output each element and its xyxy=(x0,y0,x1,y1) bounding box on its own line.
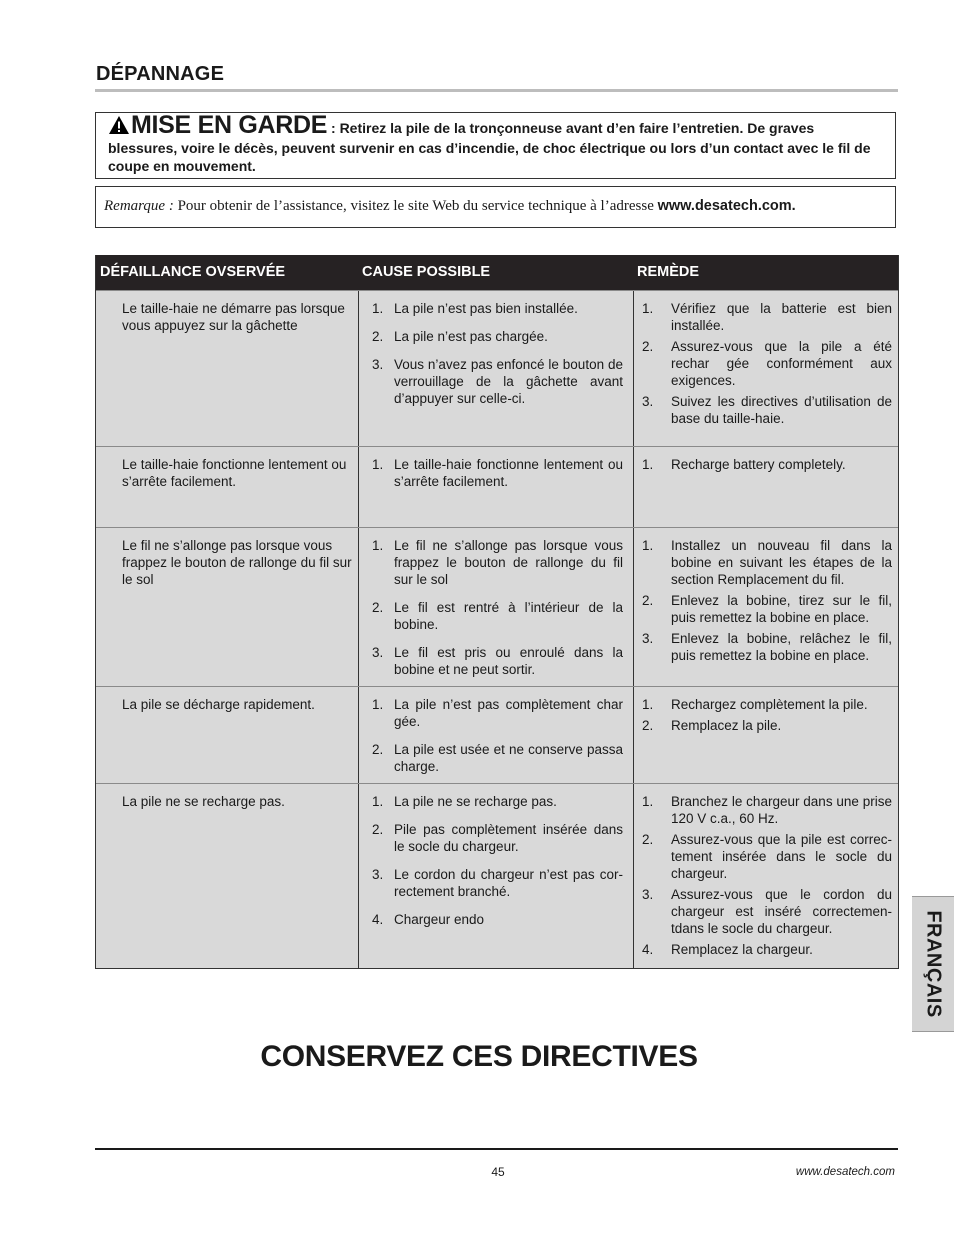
cause-item xyxy=(372,821,623,855)
cause-item-text: Le fil est pris ou enroulé dans la bobine et ne peut sortir. xyxy=(394,645,623,677)
remedy-item xyxy=(642,941,892,958)
remedy-item xyxy=(642,393,892,427)
remedy-item-text: Branchez le chargeur dans une prise 120 V c.a., 60 Hz. xyxy=(671,794,892,826)
remedy-cell xyxy=(633,291,898,446)
remedy-item xyxy=(642,456,892,473)
warning-text: : Retirez la pile de la tronçonneuse avant d’en faire l’entretien. De graves blessures, voire le décès, peuvent survenir en cas d’incendie, de choc électrique ou lors d’un contact avec le fil de coupe en mouvement. xyxy=(108,120,871,174)
table-row xyxy=(96,446,898,527)
cause-item-number: 2. xyxy=(372,822,384,837)
cause-item xyxy=(372,644,623,678)
remedy-item-text: Assurez-vous que le cordon du chargeur est inséré correctemen- tdans le socle du chargeur. xyxy=(671,887,892,936)
remedy-item-text: Enlevez la bobine, tirez sur le fil, puis remettez la bobine en place. xyxy=(671,593,892,625)
cause-item-number: 1. xyxy=(372,538,384,553)
cause-cell xyxy=(358,291,633,446)
cause-item-text: La pile n’est pas bien installée. xyxy=(394,301,578,316)
cause-item xyxy=(372,793,623,810)
cause-item-number: 1. xyxy=(372,301,384,316)
remedy-item-number: 3. xyxy=(642,887,654,902)
table-body xyxy=(96,290,898,968)
remedy-item-number: 1. xyxy=(642,794,654,809)
remedy-item-number: 1. xyxy=(642,301,654,316)
warning-heading: MISE EN GARDE xyxy=(131,111,328,139)
cause-cell xyxy=(358,784,633,968)
closing-title-text: CONSERVEZ CES DIRECTIVES xyxy=(260,1040,698,1073)
cause-item-number: 1. xyxy=(372,697,384,712)
remedy-item-text: Rechargez complètement la pile. xyxy=(671,697,868,712)
remedy-item-text: Remplacez la chargeur. xyxy=(671,942,813,957)
remedy-item xyxy=(642,537,892,588)
remedy-item-number: 1. xyxy=(642,697,654,712)
closing-title xyxy=(0,1040,954,1074)
cause-item-text: La pile n’est pas chargée. xyxy=(394,329,548,344)
header-remedy: REMÈDE xyxy=(637,264,700,280)
remedy-item xyxy=(642,696,892,713)
cause-cell xyxy=(358,687,633,783)
language-tab-label: FRANÇAIS xyxy=(922,910,945,1018)
section-title: DÉPANNAGE xyxy=(96,63,225,85)
remedy-item xyxy=(642,300,892,334)
remedy-item-text: Suivez les directives d’utilisation de base du taille-haie. xyxy=(671,394,892,426)
remedy-item-text: Installez un nouveau fil dans la bobine en suivant les étapes de la section Remplacement du fil. xyxy=(671,538,892,587)
table-row xyxy=(96,527,898,686)
remedy-item xyxy=(642,592,892,626)
remedy-item-text: Assurez-vous que la pile a été rechar gée conformément aux exigences. xyxy=(671,339,892,388)
warning-triangle-icon xyxy=(108,115,130,139)
remedy-item-number: 4. xyxy=(642,942,654,957)
note-url: www.desatech.com. xyxy=(657,198,796,214)
cause-item xyxy=(372,911,623,928)
table-row xyxy=(96,290,898,446)
remedy-cell xyxy=(633,528,898,686)
cause-item-text: La pile n’est pas complètement char gée. xyxy=(394,697,623,729)
remedy-item xyxy=(642,831,892,882)
cause-item-number: 3. xyxy=(372,645,384,660)
cause-item-number: 2. xyxy=(372,742,384,757)
remedy-cell xyxy=(633,447,898,527)
remedy-item-number: 1. xyxy=(642,538,654,553)
symptom-cell: La pile se décharge rapidement. xyxy=(122,697,315,712)
remedy-item-number: 3. xyxy=(642,394,654,409)
header-cause: CAUSE POSSIBLE xyxy=(362,264,491,280)
symptom-cell: La pile ne se recharge pas. xyxy=(122,794,285,809)
cause-item-text: La pile est usée et ne conserve passa charge. xyxy=(394,742,623,774)
cause-item-number: 2. xyxy=(372,600,384,615)
remedy-item-number: 2. xyxy=(642,718,654,733)
cause-item-text: Pile pas complètement insérée dans le socle du chargeur. xyxy=(394,822,623,854)
remedy-item xyxy=(642,338,892,389)
cause-item xyxy=(372,300,623,317)
troubleshooting-table xyxy=(95,255,899,969)
cause-item xyxy=(372,866,623,900)
cause-item xyxy=(372,741,623,775)
cause-item-text: Le fil est rentré à l’intérieur de la bobine. xyxy=(394,600,623,632)
note-text: Pour obtenir de l’assistance, visitez le site Web du service technique à l’adresse xyxy=(173,198,658,214)
warning-box xyxy=(95,112,896,179)
footer-url: www.desatech.com xyxy=(795,1166,895,1178)
table-header xyxy=(96,255,898,290)
footer-divider xyxy=(95,1148,898,1150)
cause-item-text: Vous n’avez pas enfoncé le bouton de verrouillage de la gâchette avant d’appuyer sur celle-ci. xyxy=(394,357,623,406)
remedy-item-text: Enlevez la bobine, relâchez le fil, puis remettez la bobine en place. xyxy=(671,631,892,663)
title-divider xyxy=(95,89,898,92)
cause-item-number: 1. xyxy=(372,794,384,809)
remedy-item-number: 3. xyxy=(642,631,654,646)
language-tab xyxy=(912,896,954,1032)
remedy-item-number: 2. xyxy=(642,593,654,608)
symptom-cell: Le fil ne s’allonge pas lorsque vous frappez le bouton de rallonge du fil sur le sol xyxy=(122,538,352,587)
cause-item-number: 1. xyxy=(372,457,384,472)
remedy-item-text: Recharge battery completely. xyxy=(671,457,846,472)
cause-item xyxy=(372,328,623,345)
cause-item xyxy=(372,356,623,407)
remedy-item-number: 2. xyxy=(642,339,654,354)
cause-cell xyxy=(358,447,633,527)
remedy-item-text: Vérifiez que la batterie est bien installée. xyxy=(671,301,892,333)
symptom-cell: Le taille-haie fonctionne lentement ou s’arrête facilement. xyxy=(122,457,347,489)
cause-item xyxy=(372,456,623,490)
cause-item-text: Le fil ne s’allonge pas lorsque vous frappez le bouton de rallonge du fil sur le sol xyxy=(394,538,623,587)
remedy-item-text: Assurez-vous que la pile est correc- tement insérée dans le socle du chargeur. xyxy=(671,832,892,881)
remedy-item xyxy=(642,793,892,827)
cause-item-text: Le cordon du chargeur n’est pas cor- rectement branché. xyxy=(394,867,623,899)
remedy-item-number: 2. xyxy=(642,832,654,847)
symptom-cell: Le taille-haie ne démarre pas lorsque vous appuyez sur la gâchette xyxy=(122,301,345,333)
header-symptom: DÉFAILLANCE OVSERVÉE xyxy=(100,264,286,280)
cause-item-number: 3. xyxy=(372,867,384,882)
remedy-cell xyxy=(633,784,898,968)
cause-item xyxy=(372,599,623,633)
page-number-text: 45 xyxy=(491,1165,505,1179)
cause-item xyxy=(372,537,623,588)
remedy-item-text: Remplacez la pile. xyxy=(671,718,782,733)
remedy-item xyxy=(642,886,892,937)
remedy-cell xyxy=(633,687,898,783)
remedy-item-number: 1. xyxy=(642,457,654,472)
cause-item-text: Le taille-haie fonctionne lentement ou s’arrête facilement. xyxy=(394,457,623,489)
remedy-item xyxy=(642,630,892,664)
cause-item xyxy=(372,696,623,730)
cause-item-text: Chargeur endo xyxy=(394,912,485,927)
note-box xyxy=(95,186,896,228)
table-row xyxy=(96,686,898,783)
cause-item-number: 2. xyxy=(372,329,384,344)
table-row xyxy=(96,783,898,968)
note-label: Remarque : xyxy=(104,198,174,214)
cause-item-number: 3. xyxy=(372,357,384,372)
cause-item-number: 4. xyxy=(372,912,384,927)
cause-cell xyxy=(358,528,633,686)
remedy-item xyxy=(642,717,892,734)
cause-item-text: La pile ne se recharge pas. xyxy=(394,794,557,809)
